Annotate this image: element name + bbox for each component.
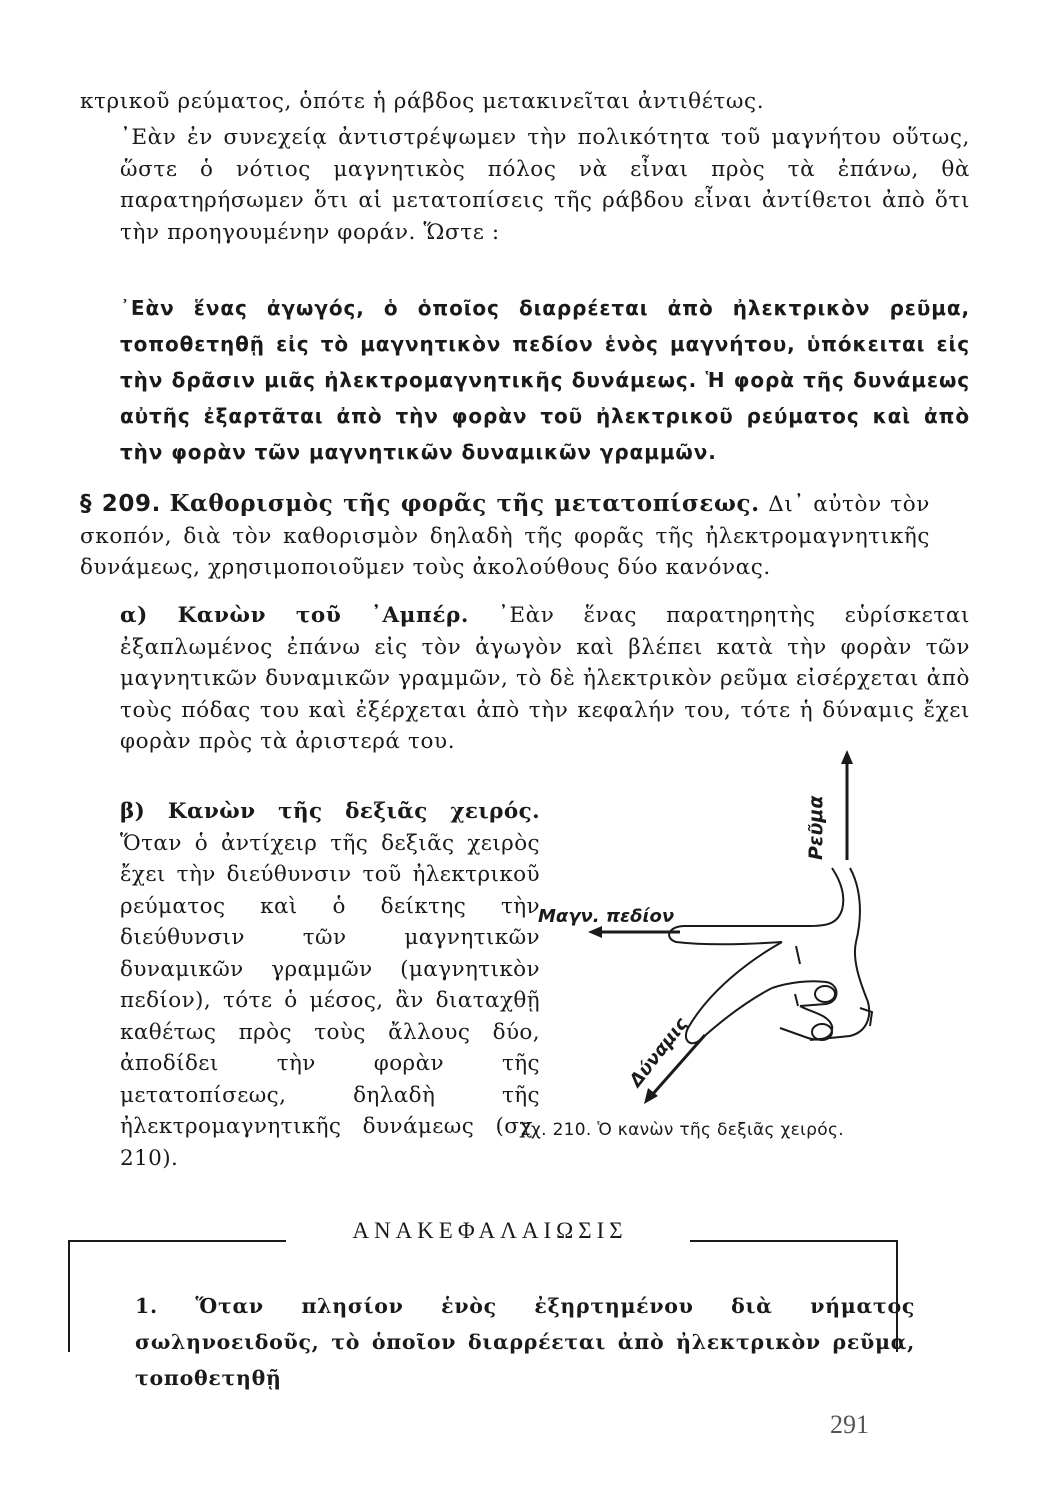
rule-right-hand-text: Ὅταν ὁ ἀντίχειρ τῆς δεξιᾶς χειρὸς ἔχει τὴν διεύθυνσιν τοῦ ἠλεκτρικοῦ ρεύματος καὶ ὁ δείκτης τὴν διεύθυνσιν τῶν μαγνητικῶν δυναμικῶν γραμμῶν (μαγνητικὸν πεδίον), τότε ὁ μέσος, ἂν διαταχθῇ καθέτως πρὸς τοὺς ἄλλους δύο, ἀποδίδει τὴν φορὰν τῆς μετατοπίσεως, δηλαδὴ τῆς ἠλεκτρομαγνητικῆς δυνάμεως (σχ. 210). <box>120 830 540 1171</box>
label-force: Δύναμις <box>625 1013 693 1092</box>
rule-ampere-text: ᾿Εὰν ἕνας παρατηρητὴς εὑρίσκεται ἐξαπλωμένος ἐπάνω εἰς τὸν ἀγωγὸν καὶ βλέπει κατὰ τὴν φορὰν τῶν μαγνητικῶν δυναμικῶν γραμμῶν, τὸ δὲ ἠλεκτρικὸν ρεῦμα εἰσέρχεται ἀπὸ τοὺς πόδας του καὶ ἐξέρχεται ἀπὸ τὴν κεφαλήν του, τότε ἡ δύναμις ἔχει φορὰν πρὸς τὰ ἀριστερά του. <box>120 603 970 754</box>
paragraph-continuation: κτρικοῦ ρεύματος, ὁπότε ἡ ράβδος μετακινεῖται ἀντιθέτως. <box>80 89 765 114</box>
section-209 <box>80 488 930 584</box>
page-number: 291 <box>830 1410 869 1439</box>
field-arrowhead <box>588 926 602 938</box>
right-hand-illustration <box>510 750 940 1140</box>
section-number: § 209. <box>80 491 161 517</box>
law-statement: ᾿Εὰν ἕνας ἀγωγός, ὁ ὁποῖος διαρρέεται ἀπὸ ἠλεκτρικὸν ρεῦμα, τοποθετηθῇ εἰς τὸ μαγνητικὸν πεδίον ἑνὸς μαγνήτου, ὑπόκειται εἰς τὴν δρᾶσιν μιᾶς ἠλεκτρομαγνητικῆς δυνάμεως. Ἡ φορὰ τῆς δυνάμεως αὐτῆς ἐξαρτᾶται ἀπὸ τὴν φορὰν τοῦ ἠλεκτρικοῦ ρεύματος καὶ ἀπὸ τὴν φορὰν τῶν μαγνητικῶν δυναμικῶν γραμμῶν. <box>120 296 970 464</box>
rule-right-hand-label: β) Κανὼν τῆς δεξιᾶς χειρός. <box>120 799 540 824</box>
summary-item-1: 1. Ὅταν πλησίον ἑνὸς ἐξηρτημένου διὰ νήματος σωληνοειδοῦς, τὸ ὁποῖον διαρρέεται ἀπὸ ἠλεκτρικὸν ρεῦμα, τοποθετηθῇ <box>135 1294 915 1390</box>
summary-title: ΑΝΑΚΕΦΑΛΑΙΩΣΙΣ <box>352 1218 628 1243</box>
rule-ampere-label: α) Κανὼν τοῦ ᾿Αμπέρ. <box>120 603 469 628</box>
figure-caption: Σχ. 210. Ὁ κανὼν τῆς δεξιᾶς χειρός. <box>520 1120 844 1140</box>
right-hand-rule-figure <box>510 750 940 1140</box>
rule-ampere <box>80 600 970 758</box>
hand-outline <box>669 868 872 1043</box>
paragraph-polarity: ᾿Εὰν ἐν συνεχείᾳ ἀντιστρέψωμεν τὴν πολικότητα τοῦ μαγνήτου οὕτως, ὥστε ὁ νότιος μαγνητικὸς πόλος νὰ εἶναι πρὸς τὰ ἐπάνω, θὰ παρατηρήσωμεν ὅτι αἱ μετατοπίσεις τῆς ράβδου εἶναι ἀντίθετοι ἀπὸ ὅτι τὴν προηγουμένην φοράν. Ὥστε : <box>120 125 970 245</box>
label-current: Ρεῦμα <box>805 795 827 860</box>
rule-right-hand <box>80 796 540 1174</box>
label-field: Μαγν. πεδίον <box>538 906 675 927</box>
current-arrowhead <box>841 750 853 764</box>
section-text: Δι᾿ αὐτὸν τὸν σκοπόν, διὰ τὸν καθορισμὸν δηλαδὴ τῆς φορᾶς τῆς ἠλεκτρομαγνητικῆς δυνάμεως, χρησιμοποιοῦμεν τοὺς ἀκολούθους δύο κανόνας. <box>80 492 930 580</box>
section-title: Καθορισμὸς τῆς φορᾶς τῆς μετατοπίσεως. <box>169 490 760 517</box>
